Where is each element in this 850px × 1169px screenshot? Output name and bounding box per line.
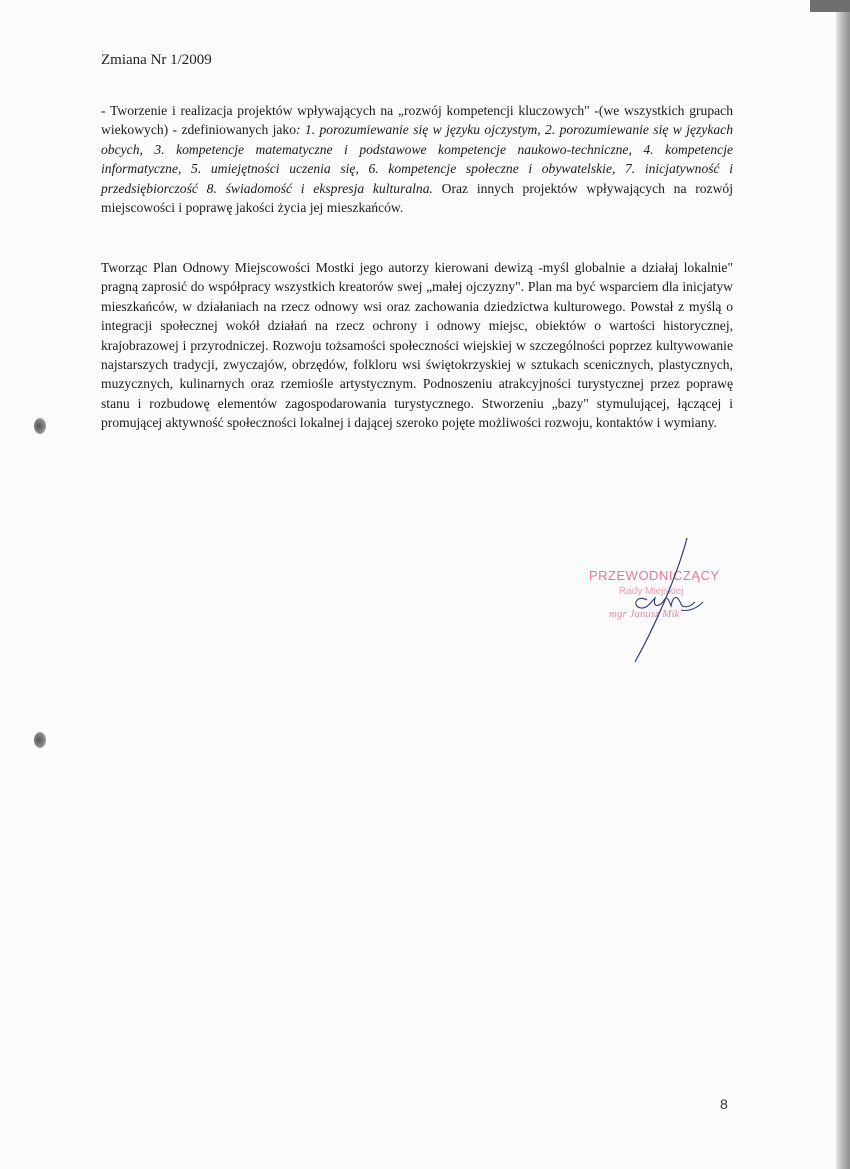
stamp-subtitle: Rady Miejskiej [619,586,684,597]
document-header: Zmiana Nr 1/2009 [101,52,212,68]
paragraph-key-competences [101,101,733,217]
punch-hole [34,418,46,434]
scan-edge [836,0,850,1169]
scan-corner [810,0,850,12]
paragraph-intro: - Tworzenie i realizacja projektów wpływających na „rozwój kompetencji kluczowych" -(we wszystkich grupach wiekowych) - zdefiniowanych jako [101,103,733,138]
paragraph-renewal-plan: Tworząc Plan Odnowy Miejscowości Mostki jego autorzy kierowani dewizą -myśl globalnie a działaj lokalnie" pragną zaprosić do współpracy wszystkich kreatorów swej „małej ojczyzny". Plan ma być wsparciem dla inicjatyw mieszkańców, w działaniach na rzecz odnowy wsi oraz zachowania dziedzictwa kulturowego. Powstał z myślą o integracji społecznej wokół działań na rzecz ochrony i odnowy miejsc, obiektów o wartości historycznej, krajobrazowej i przyrodniczej. Rozwoju tożsamości społeczności wiejskiej w szczególności poprzez kultywowanie najstarszych tradycji, zwyczajów, obrzędów, folkloru wsi świętokrzyskiej w sztukach scenicznych, plastycznych, muzycznych, kulinarnych oraz rzemiośle artystycznym. Podnoszeniu atrakcyjności turystycznej przez poprawę stanu i rozbudowę elementów zagospodarowania turystycznego. Stworzeniu „bazy" stymulującej, łączącej i promującej aktywność społeczności lokalnej i dającej szeroko pojęte możliwości rozwoju, kontaktów i wymiany. [101,260,733,431]
page-number: 8 [720,1096,728,1112]
chairman-stamp [585,536,745,666]
competences-list: : 1. porozumiewanie się w języku ojczystym, 2. porozumiewanie się w językach obcych, 3. kompetencje matematyczne i podstawowe kompetencje naukowo-techniczne, 4. kompetencje informatyczne, 5. umiejętności uczenia się, 6. kompetencje społeczne i obywatelskie, 7. inicjatywność i przedsiębiorczość 8. świadomość i ekspresja kulturalna. [101,122,733,196]
punch-hole [34,732,46,748]
stamp-title: PRZEWODNICZĄCY [589,568,720,583]
stamp-name: mgr Janusz Mik [609,608,680,620]
paragraph-closing: Oraz innych projektów wpływających na rozwój miejscowości i poprawę jakości życia jej mieszkańców. [101,180,733,216]
handwritten-signature [585,536,745,666]
